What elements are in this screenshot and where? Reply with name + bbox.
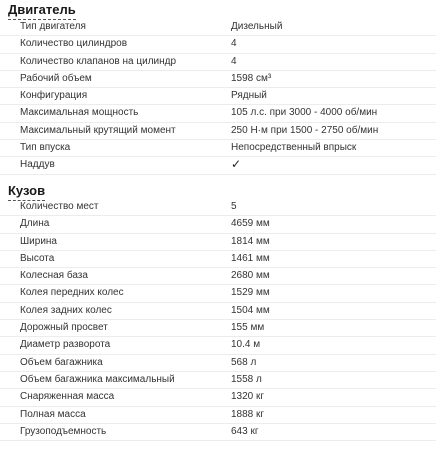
spec-label: Максимальный крутящий момент — [20, 124, 176, 136]
spec-row-length — [0, 216, 436, 233]
spec-row-trunk-volume — [0, 355, 436, 372]
spec-value: 105 л.с. при 3000 - 4000 об/мин — [231, 107, 378, 119]
spec-value: 250 Н·м при 1500 - 2750 об/мин — [231, 124, 379, 136]
spec-row-turning-diameter — [0, 337, 436, 354]
spec-value: 1598 см³ — [231, 72, 272, 84]
spec-label: Длина — [20, 218, 50, 230]
spec-label: Грузоподъемность — [20, 425, 107, 437]
spec-row-width — [0, 234, 436, 251]
spec-value: 643 кг — [231, 425, 259, 437]
spec-row-seats — [0, 199, 436, 216]
spec-row-ground-clearance — [0, 320, 436, 337]
spec-value: Дизельный — [231, 21, 283, 32]
spec-row-curb-weight — [0, 389, 436, 406]
spec-row-payload — [0, 424, 436, 441]
spec-value: 1320 кг — [231, 391, 265, 403]
spec-row-rear-track — [0, 303, 436, 320]
spec-value: 4 — [231, 38, 237, 50]
spec-label: Наддув — [20, 159, 55, 171]
spec-value: 1888 кг — [231, 408, 265, 420]
spec-row-front-track — [0, 285, 436, 302]
spec-value: 1529 мм — [231, 287, 270, 299]
spec-value: 4 — [231, 55, 237, 67]
spec-value: 4659 мм — [231, 218, 270, 230]
spec-label: Тип впуска — [20, 142, 71, 154]
spec-value: 568 л — [231, 356, 257, 368]
engine-spec-table — [0, 19, 436, 175]
spec-label: Колесная база — [20, 270, 88, 282]
spec-row-displacement — [0, 71, 436, 88]
body-spec-table — [0, 199, 436, 441]
spec-row-cylinders — [0, 36, 436, 53]
spec-value: 2680 мм — [231, 270, 270, 282]
spec-row-valves — [0, 54, 436, 71]
spec-row-configuration — [0, 88, 436, 105]
spec-value: 1461 мм — [231, 252, 270, 264]
spec-row-height — [0, 251, 436, 268]
spec-value: 10.4 м — [231, 339, 261, 351]
spec-value: 5 — [231, 201, 237, 212]
spec-value: 1504 мм — [231, 304, 270, 316]
body-section-title: Кузов — [8, 183, 45, 201]
spec-label: Рабочий объем — [20, 72, 92, 84]
spec-label: Количество клапанов на цилиндр — [20, 55, 177, 67]
spec-label: Объем багажника — [20, 356, 103, 368]
spec-row-intake-type — [0, 140, 436, 157]
spec-label: Колея задних колес — [20, 304, 112, 316]
checkmark-icon: ✓ — [231, 157, 242, 172]
spec-label: Диаметр разворота — [20, 339, 111, 351]
spec-label: Высота — [20, 252, 55, 264]
spec-row-max-torque — [0, 123, 436, 140]
spec-row-wheelbase — [0, 268, 436, 285]
spec-label: Объем багажника максимальный — [20, 373, 175, 385]
spec-label: Снаряженная масса — [20, 391, 115, 403]
spec-label: Конфигурация — [20, 90, 88, 102]
spec-value: 155 мм — [231, 322, 265, 334]
spec-label: Дорожный просвет — [20, 322, 108, 334]
spec-value: Рядный — [231, 90, 267, 102]
spec-label: Тип двигателя — [20, 21, 86, 32]
engine-section-title: Двигатель — [8, 2, 76, 20]
spec-label: Количество цилиндров — [20, 38, 128, 50]
spec-label: Колея передних колес — [20, 287, 124, 299]
spec-row-turbo — [0, 157, 436, 174]
spec-row-max-power — [0, 105, 436, 122]
spec-row-engine-type — [0, 19, 436, 36]
spec-value: 1814 мм — [231, 235, 270, 247]
spec-label: Максимальная мощность — [20, 107, 139, 119]
spec-row-trunk-volume-max — [0, 372, 436, 389]
spec-label: Количество мест — [20, 201, 99, 212]
spec-label: Ширина — [20, 235, 57, 247]
spec-value: Непосредственный впрыск — [231, 142, 357, 154]
spec-label: Полная масса — [20, 408, 86, 420]
spec-value: 1558 л — [231, 373, 262, 385]
spec-row-gross-weight — [0, 407, 436, 424]
